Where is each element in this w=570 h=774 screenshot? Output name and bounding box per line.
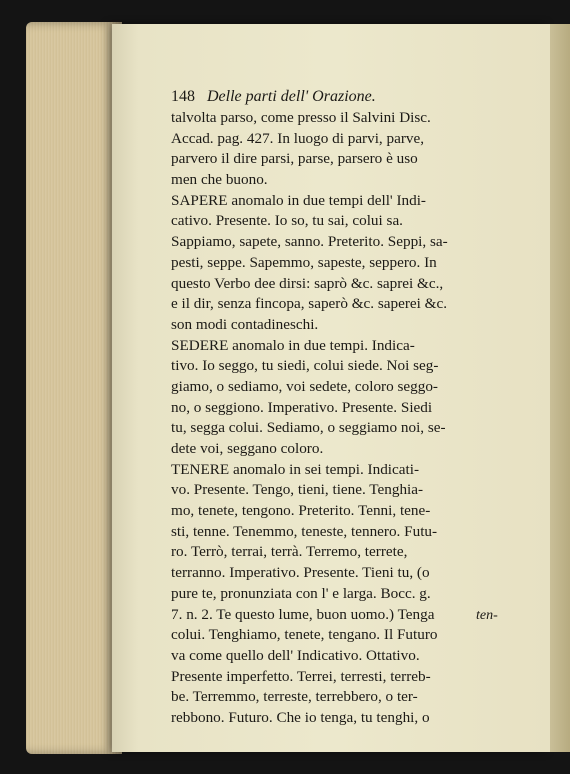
text-line: SAPERE anomalo in due tempi dell' Indi- [171, 191, 426, 209]
text-line: ro. Terrò, terrai, terrà. Terremo, terrete, [171, 543, 408, 561]
text-line: talvolta parso, come presso il Salvini Disc. [171, 109, 431, 126]
text-line: cativo. Presente. Io so, tu sai, colui sa. [171, 212, 403, 230]
facing-page-edge [550, 24, 570, 752]
text-line: giamo, o sediamo, voi sedete, coloro seggo- [171, 377, 438, 395]
text-line: Sappiamo, sapete, sanno. Preterito. Seppi, sa- [171, 233, 448, 251]
text-line: vo. Presente. Tengo, tieni, tiene. Tenghia- [171, 481, 424, 499]
text-line: SEDERE anomalo in due tempi. Indica- [171, 336, 415, 354]
text-line: e il dir, senza fincopa, saperò &c. saperei &c. [171, 295, 448, 313]
text-line: tu, segga colui. Sediamo, o seggiamo noi, se- [171, 419, 446, 437]
text-line: be. Terremmo, terreste, terrebbero, o ter- [171, 688, 418, 706]
text-line: sti, tenne. Tenemmo, teneste, tennero. Futu- [171, 522, 438, 540]
catchword: ten- [476, 608, 498, 623]
text-line: rebbono. Futuro. Che io tenga, tu tenghi, o [171, 708, 430, 726]
text-line: 7. n. 2. Te questo lume, buon uomo.) Tenga [171, 605, 435, 623]
text-line: va come quello dell' Indicativo. Ottativo. [171, 646, 420, 664]
running-header [171, 86, 531, 108]
text-line: mo, tenete, tengono. Preterito. Tenni, tene- [171, 502, 431, 520]
text-line: TENERE anomalo in sei tempi. Indicati- [171, 460, 419, 478]
text-line: Accad. pag. 427. In luogo di parvi, parve, [171, 129, 425, 147]
text-line: parvero il dire parsi, parse, parsero è uso [171, 150, 418, 168]
text-line: terranno. Imperativo. Presente. Tieni tu, (o [171, 564, 430, 582]
text-line: colui. Tenghiamo, tenete, tengano. Il Futuro [171, 626, 438, 644]
text-line: no, o seggiono. Imperativo. Presente. Siedi [171, 398, 433, 416]
book-page-edges [26, 22, 122, 754]
text-line: pure te, pronunziata con l' e larga. Bocc. g. [171, 584, 431, 602]
text-line: tivo. Io seggo, tu siedi, colui siede. Noi seg- [171, 357, 439, 375]
text-line: Presente imperfetto. Terrei, terresti, terreb- [171, 667, 431, 685]
text-line: questo Verbo dee dirsi: saprò &c. saprei &c., [171, 274, 444, 292]
text-line: dete voi, seggano coloro. [171, 440, 324, 457]
page-number: 148 [171, 88, 195, 105]
page-text [171, 86, 531, 729]
running-head-title: Delle parti dell' Orazione. [207, 88, 376, 105]
text-line: son modi contadineschi. [171, 315, 319, 333]
text-line: pesti, seppe. Sapemmo, sapeste, seppero. In [171, 253, 437, 271]
text-line: men che buono. [171, 171, 268, 189]
